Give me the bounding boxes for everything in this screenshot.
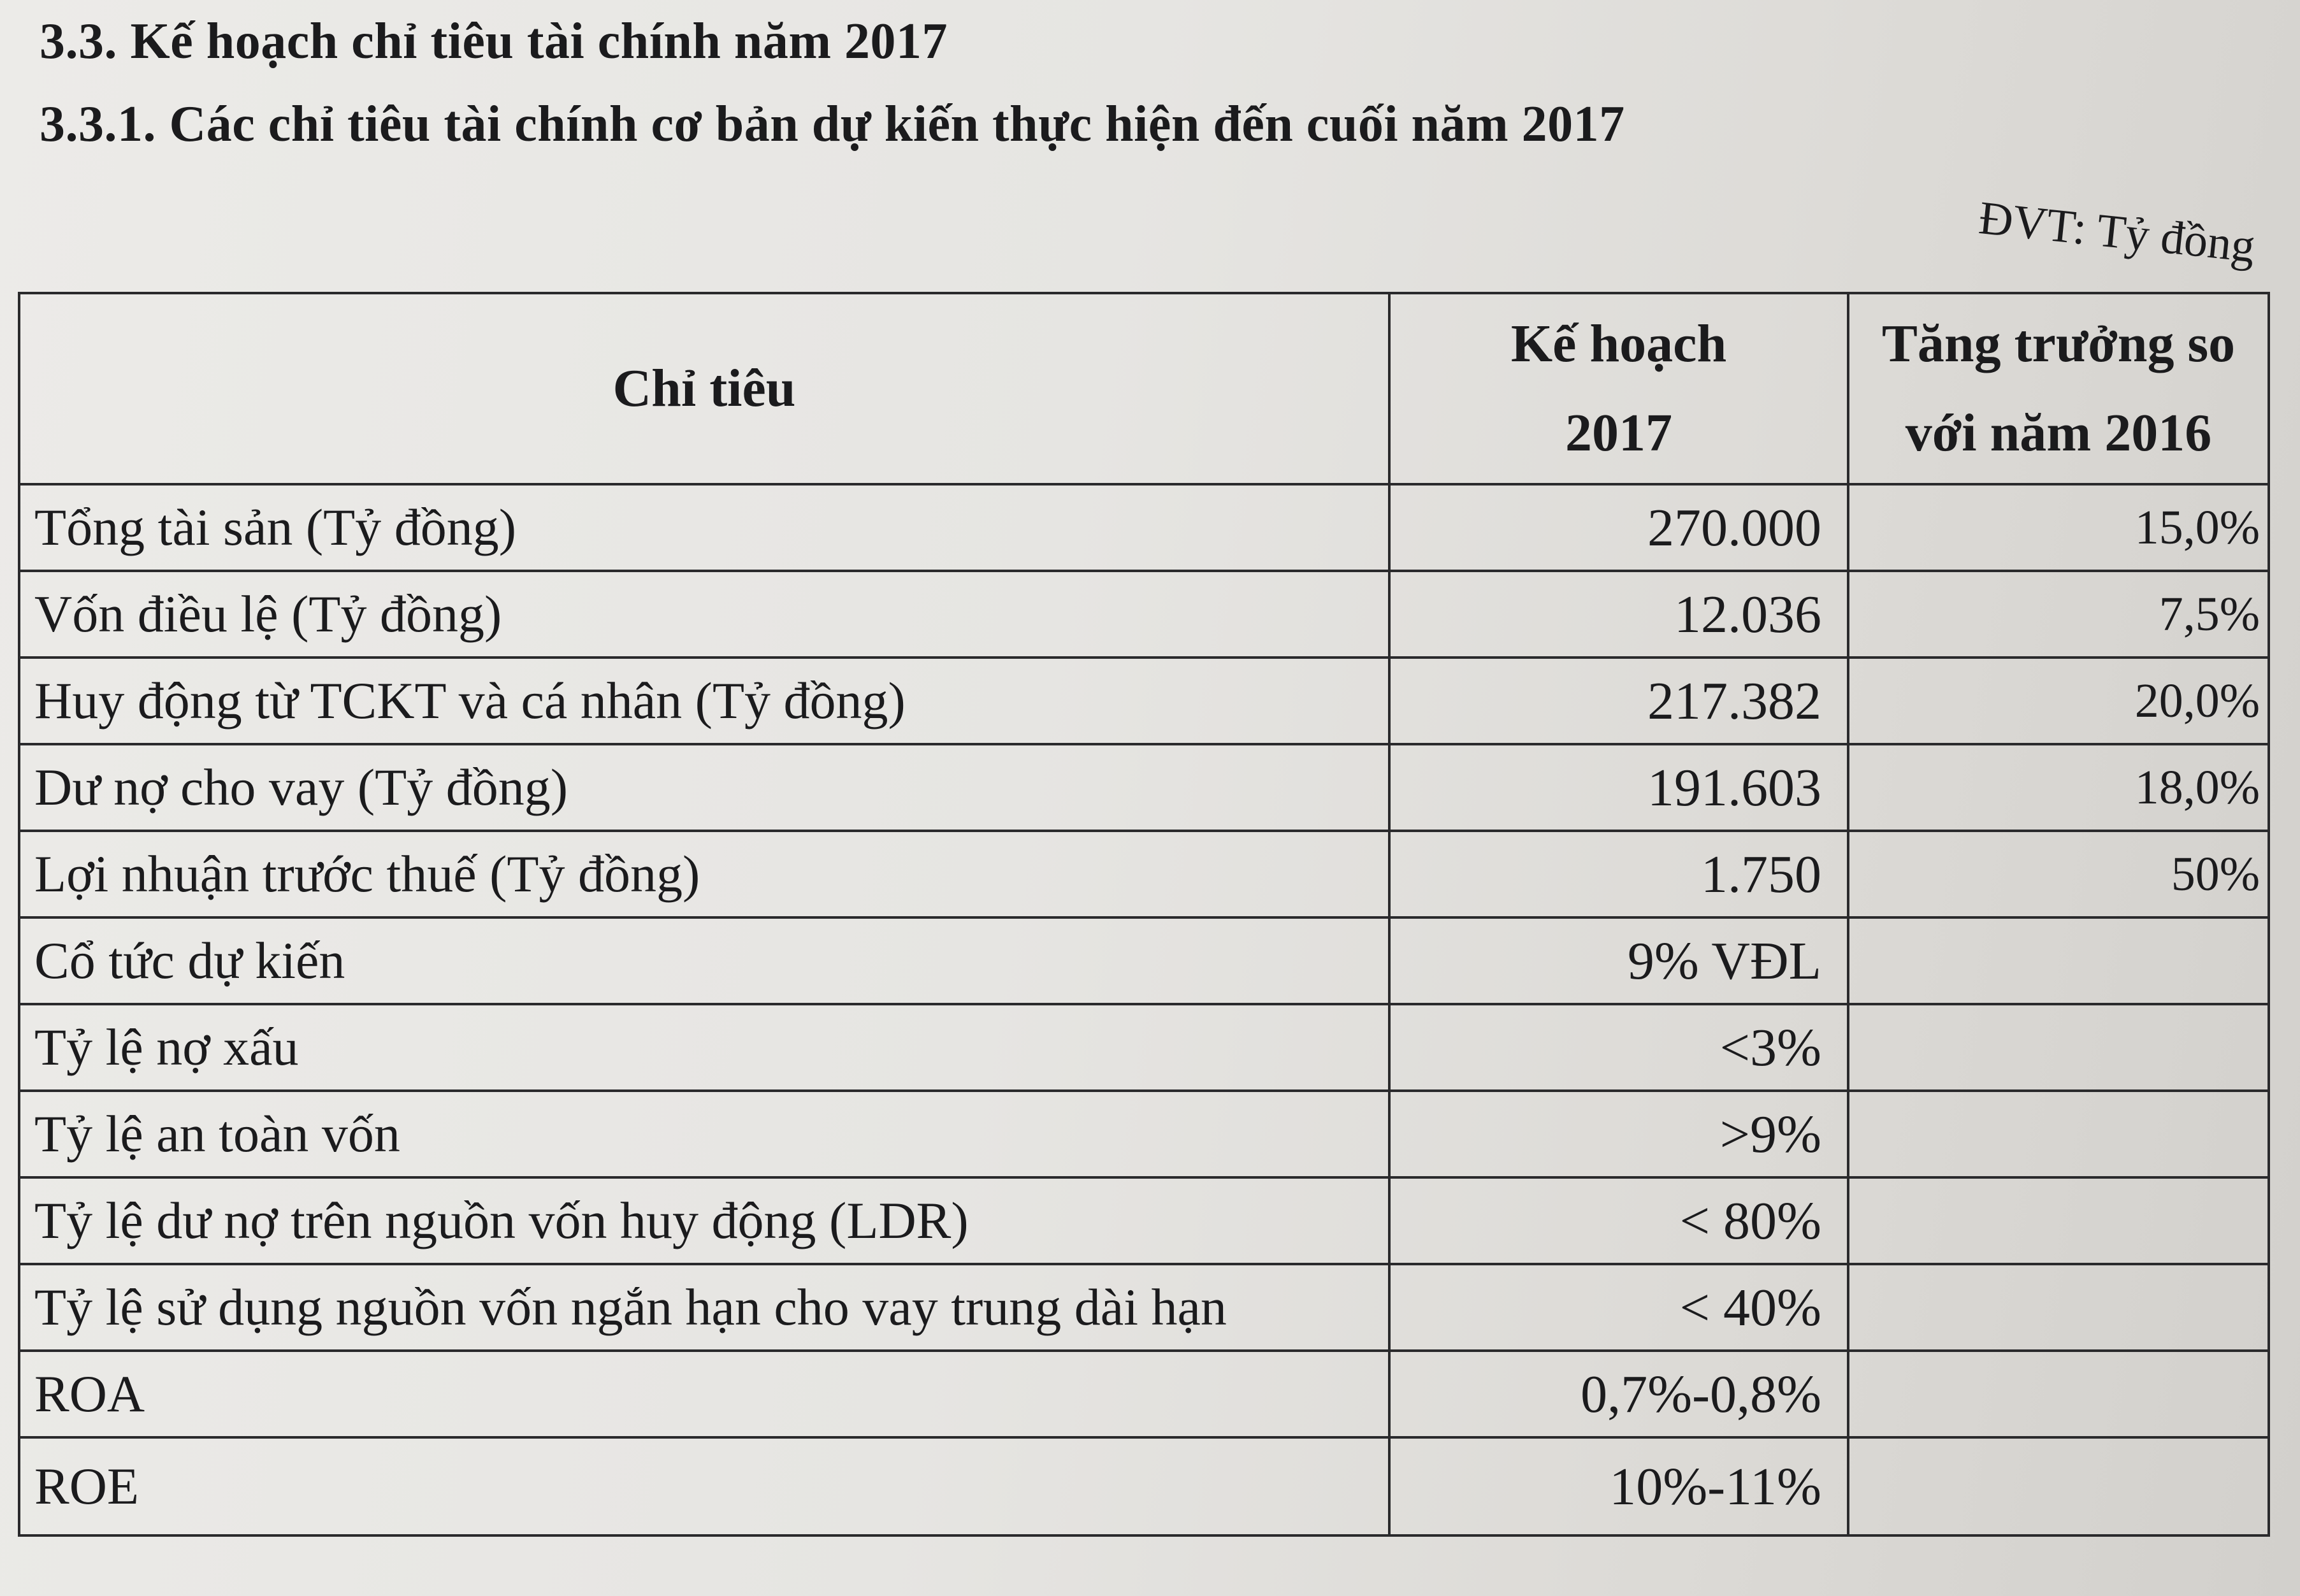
header-indicator: Chỉ tiêu [19,293,1389,484]
table-header-row [19,293,2269,484]
indicator-cell: ROA [19,1351,1389,1437]
plan-2017-cell: 217.382 [1389,658,1848,744]
indicator-cell: Vốn điều lệ (Tỷ đồng) [19,571,1389,658]
plan-2017-cell: <3% [1389,1004,1848,1091]
table-row [19,744,2269,831]
section-heading: 3.3. Kế hoạch chỉ tiêu tài chính năm 2017 [40,13,948,69]
table-row [19,1091,2269,1177]
table-row [19,917,2269,1004]
growth-cell: 18,0% [1848,744,2269,831]
indicator-cell: Tỷ lệ nợ xấu [19,1004,1389,1091]
plan-2017-cell: 0,7%-0,8% [1389,1351,1848,1437]
header-growth-line2: với năm 2016 [1905,403,2212,463]
growth-cell [1848,1177,2269,1264]
growth-cell [1848,1004,2269,1091]
growth-cell: 7,5% [1848,571,2269,658]
growth-cell [1848,917,2269,1004]
table-row [19,1264,2269,1351]
indicator-cell: ROE [19,1437,1389,1535]
growth-cell: 50% [1848,831,2269,917]
indicator-cell: Cổ tức dự kiến [19,917,1389,1004]
header-growth [1848,293,2269,484]
table-row [19,1177,2269,1264]
growth-cell [1848,1264,2269,1351]
indicator-cell: Tỷ lệ dư nợ trên nguồn vốn huy động (LDR) [19,1177,1389,1264]
plan-2017-cell: 1.750 [1389,831,1848,917]
indicator-cell: Tỷ lệ sử dụng nguồn vốn ngắn hạn cho vay trung dài hạn [19,1264,1389,1351]
indicator-cell: Huy động từ TCKT và cá nhân (Tỷ đồng) [19,658,1389,744]
table-row [19,484,2269,571]
indicator-cell: Tỷ lệ an toàn vốn [19,1091,1389,1177]
plan-2017-cell: >9% [1389,1091,1848,1177]
growth-cell [1848,1351,2269,1437]
table-row [19,1351,2269,1437]
financial-targets-table [18,292,2270,1537]
plan-2017-cell: < 40% [1389,1264,1848,1351]
table-row [19,1004,2269,1091]
table-row [19,1437,2269,1535]
indicator-cell: Dư nợ cho vay (Tỷ đồng) [19,744,1389,831]
plan-2017-cell: 191.603 [1389,744,1848,831]
unit-note: ĐVT: Tỷ đồng [1976,191,2258,273]
indicator-cell: Lợi nhuận trước thuế (Tỷ đồng) [19,831,1389,917]
plan-2017-cell: 270.000 [1389,484,1848,571]
plan-2017-cell: 10%-11% [1389,1437,1848,1535]
growth-cell [1848,1091,2269,1177]
header-growth-line1: Tăng trưởng so [1881,314,2236,373]
plan-2017-cell: 12.036 [1389,571,1848,658]
table-row [19,831,2269,917]
plan-2017-cell: < 80% [1389,1177,1848,1264]
growth-cell: 20,0% [1848,658,2269,744]
indicator-cell: Tổng tài sản (Tỷ đồng) [19,484,1389,571]
growth-cell: 15,0% [1848,484,2269,571]
header-plan-line1: Kế hoạch [1510,314,1727,373]
table-row [19,571,2269,658]
header-plan-2017 [1389,293,1848,484]
growth-cell [1848,1437,2269,1535]
header-plan-line2: 2017 [1565,403,1672,463]
table-row [19,658,2269,744]
plan-2017-cell: 9% VĐL [1389,917,1848,1004]
subsection-heading: 3.3.1. Các chỉ tiêu tài chính cơ bản dự kiến thực hiện đến cuối năm 2017 [40,96,1625,152]
